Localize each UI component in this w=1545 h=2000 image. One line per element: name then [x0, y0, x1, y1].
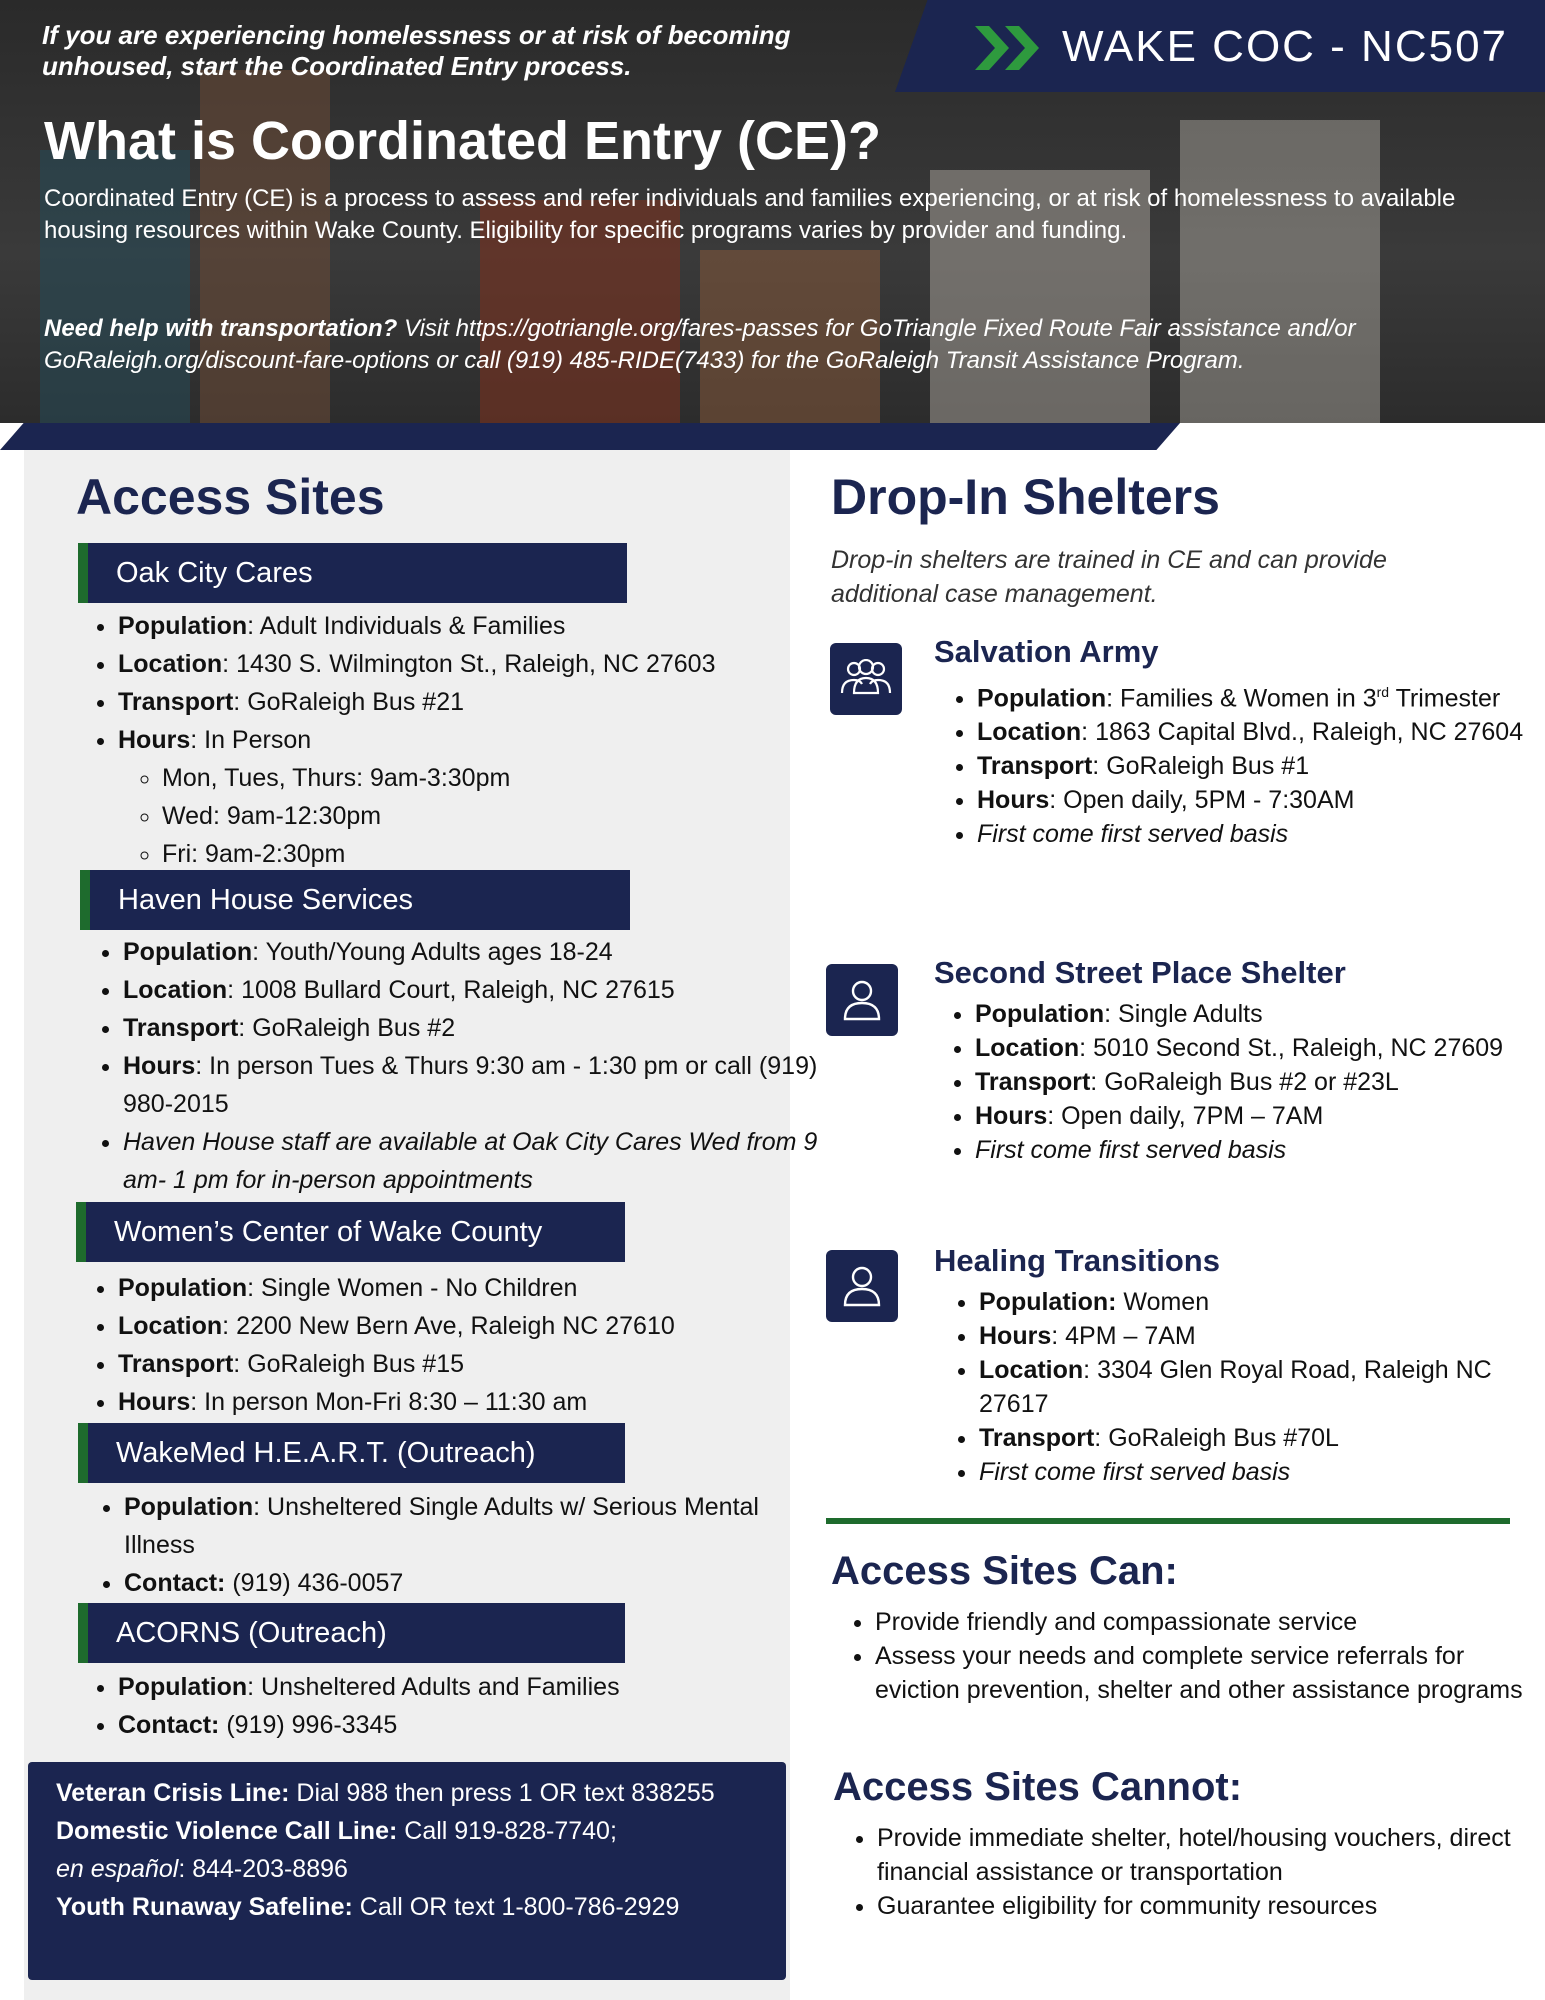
person-icon [826, 964, 898, 1036]
site-banner-oak-city-cares: Oak City Cares [78, 543, 627, 603]
list-item: • Location: 1008 Bullard Court, Raleigh, NC 27615 [123, 971, 823, 1009]
list-item: • Population: Youth/Young Adults ages 18-24 [123, 933, 823, 971]
list-item: • Transport: GoRaleigh Bus #2 or #23L [975, 1065, 1535, 1099]
list-item: • Location: 2200 New Bern Ave, Raleigh NC 27610 [118, 1307, 818, 1345]
list-item: • Contact: (919) 436-0057 [124, 1564, 824, 1602]
crisis-lines-box [28, 1762, 786, 1980]
list-item: • Hours: In person Tues & Thurs 9:30 am - 1:30 pm or call (919) 980-2015 [123, 1047, 823, 1123]
list-item: • Population: Women [979, 1285, 1545, 1319]
transport-lead: Need help with transportation? [44, 315, 398, 342]
veteran-crisis-line: Veteran Crisis Line: Dial 988 then press 1 OR text 838255 [56, 1779, 715, 1807]
site-banner-acorns: ACORNS (Outreach) [78, 1603, 625, 1663]
list-item: • Location: 1430 S. Wilmington St., Raleigh, NC 27603 [118, 645, 818, 683]
list-item: • Population: Unsheltered Single Adults w/ Serious Mental Illness [124, 1488, 824, 1564]
list-item: • Location: 3304 Glen Royal Road, Raleigh NC 27617 [979, 1353, 1545, 1421]
list-item: • Assess your needs and complete service referrals for eviction prevention, shelter and other assistance programs [875, 1639, 1545, 1707]
oak-city-cares-details [78, 607, 818, 873]
separator-bar [0, 423, 1180, 450]
drop-in-shelters-title: Drop-In Shelters [831, 469, 1220, 525]
list-item: ◦ Wed: 9am-12:30pm [162, 797, 818, 835]
list-item: • Population: Single Women - No Children [118, 1269, 818, 1307]
list-item: • Location: 5010 Second St., Raleigh, NC 27609 [975, 1031, 1535, 1065]
wakemed-details [84, 1488, 824, 1602]
list-item: • Provide immediate shelter, hotel/housing vouchers, direct financial assistance or transportation [877, 1821, 1537, 1889]
shelter-name-second-street: Second Street Place Shelter [934, 955, 1346, 990]
page-title: What is Coordinated Entry (CE)? [44, 111, 881, 171]
list-item: • Hours: In Person ◦ Mon, Tues, Thurs: 9am-3:30pm ◦ Wed: 9am-12:30pm ◦ Fri: 9am-2:30pm [118, 721, 818, 873]
list-item: • Hours: Open daily, 7PM – 7AM [975, 1099, 1535, 1133]
list-item: • Hours: 4PM – 7AM [979, 1319, 1545, 1353]
salvation-army-details [935, 675, 1537, 851]
access-sites-cannot-list [835, 1821, 1537, 1923]
transport-text: Visit https://gotriangle.org/fares-passes for GoTriangle Fixed Route Fair assistance and/or GoRaleigh.org/discount-fare-options or call (919) 485-RIDE(7433) for the GoRaleigh Transit Assistance Program. [44, 315, 1356, 374]
womens-center-details [78, 1269, 818, 1421]
access-sites-title: Access Sites [76, 469, 385, 525]
person-icon [826, 1250, 898, 1322]
site-banner-womens-center: Women’s Center of Wake County [76, 1202, 625, 1262]
spanish-line: en español: 844-203-8896 [56, 1855, 348, 1883]
list-item: • Provide friendly and compassionate service [875, 1605, 1545, 1639]
list-item: • Population: Families & Women in 3rd Trimester [977, 675, 1537, 715]
access-sites-can-list [833, 1605, 1545, 1707]
access-sites-can-title: Access Sites Can: [831, 1549, 1178, 1593]
group-people-icon [830, 643, 902, 715]
list-item: ◦ Mon, Tues, Thurs: 9am-3:30pm [162, 759, 818, 797]
site-banner-wakemed-heart: WakeMed H.E.A.R.T. (Outreach) [78, 1423, 625, 1483]
list-item: • Transport: GoRaleigh Bus #2 [123, 1009, 823, 1047]
list-item: ◦ Fri: 9am-2:30pm [162, 835, 818, 873]
drop-in-subtitle: Drop-in shelters are trained in CE and can provide additional case management. [831, 546, 1387, 608]
list-item: • Transport: GoRaleigh Bus #15 [118, 1345, 818, 1383]
list-item: • Hours: In person Mon-Fri 8:30 – 11:30 am [118, 1383, 818, 1421]
list-item: • Hours: Open daily, 5PM - 7:30AM [977, 783, 1537, 817]
intro-text: If you are experiencing homelessness or at risk of becoming unhoused, start the Coordinated Entry process. [42, 20, 791, 81]
second-street-details [933, 997, 1535, 1167]
house-illustration [1180, 120, 1380, 423]
haven-house-details [83, 933, 823, 1199]
list-item: • Haven House staff are available at Oak City Cares Wed from 9 am- 1 pm for in-person appointments [123, 1123, 823, 1199]
acorns-details [78, 1668, 818, 1744]
list-item: • First come first served basis [979, 1455, 1545, 1489]
youth-runaway-line: Youth Runaway Safeline: Call OR text 1-800-786-2929 [56, 1893, 680, 1921]
list-item: • Contact: (919) 996-3345 [118, 1706, 818, 1744]
list-item: • Transport: GoRaleigh Bus #70L [979, 1421, 1545, 1455]
list-item: • Population: Adult Individuals & Families [118, 607, 818, 645]
domestic-violence-line: Domestic Violence Call Line: Call 919-828-7740; [56, 1817, 617, 1845]
ce-description: Coordinated Entry (CE) is a process to assess and refer individuals and families experiencing, or at risk of homelessness to available housing resources within Wake County. Eligibility for specific programs varies by provider and funding. [44, 185, 1456, 244]
shelter-name-healing-transitions: Healing Transitions [934, 1243, 1220, 1278]
healing-transitions-details [937, 1285, 1545, 1489]
list-item: • Population: Single Adults [975, 997, 1535, 1031]
coc-label: WAKE COC - NC507 [1062, 22, 1509, 71]
transport-help [44, 313, 1474, 377]
divider [826, 1518, 1510, 1524]
access-sites-cannot-title: Access Sites Cannot: [833, 1765, 1243, 1809]
double-chevron-icon [975, 26, 1045, 70]
list-item: • Guarantee eligibility for community resources [877, 1889, 1537, 1923]
list-item: • First come first served basis [977, 817, 1537, 851]
list-item: • Transport: GoRaleigh Bus #1 [977, 749, 1537, 783]
list-item: • Location: 1863 Capital Blvd., Raleigh, NC 27604 [977, 715, 1537, 749]
list-item: • Population: Unsheltered Adults and Families [118, 1668, 818, 1706]
site-banner-haven-house: Haven House Services [80, 870, 630, 930]
list-item: • Transport: GoRaleigh Bus #21 [118, 683, 818, 721]
shelter-name-salvation-army: Salvation Army [934, 634, 1159, 669]
list-item: • First come first served basis [975, 1133, 1535, 1167]
